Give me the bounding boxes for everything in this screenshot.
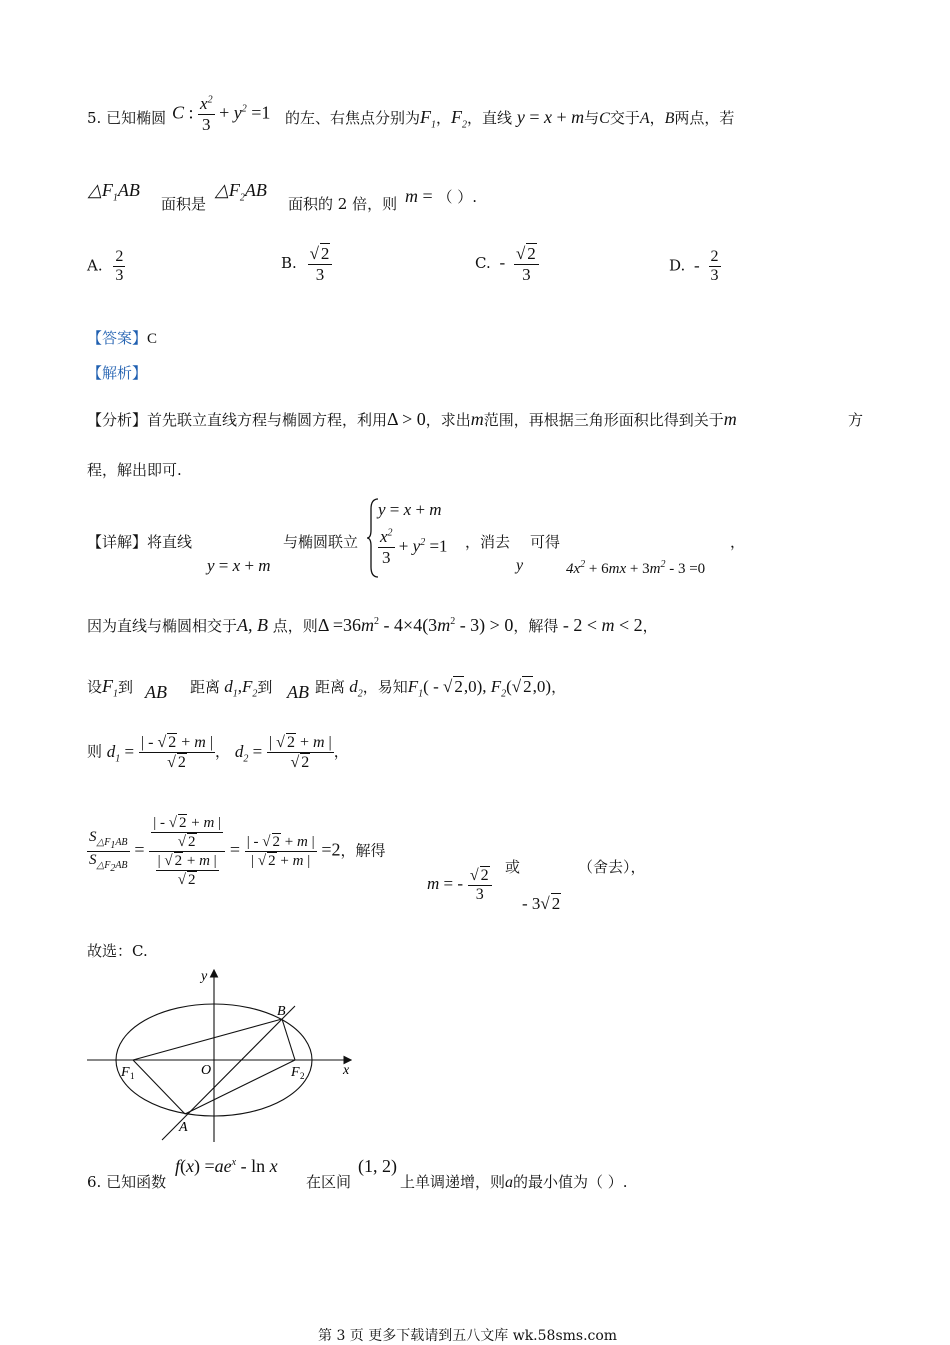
q6-interval: (1, 2) [358,1156,397,1176]
q6-line: 6. 已知函数 [87,1173,167,1191]
solution-m: m = - $\frac{√ 2}{3}$ [427,866,492,904]
line-e-rejected: （舍去）， [578,858,646,876]
system-eq2: $\frac{x^2}{3}$ + $y^2 =1$ [380,527,448,567]
q6-rest: 上单调递增，则a的最小值为（ ）. [400,1173,628,1191]
label-x: x [343,1063,350,1078]
line-b: 因为直线与椭圆相交于A, B 点，则$\Delta =36m^2 - 4\times 4(3m^2 - 3) > 0$，解得 - 2 < m < 2， [87,615,658,635]
conclusion: 故选：C. [87,942,148,960]
line-c-a: 设$F_1$到 [87,676,134,700]
rejected-root: - 3√ 2 [522,894,561,913]
page-footer: 第 3 页 更多下载请到五八文库 wk.58sms.com [318,1328,618,1344]
label-f1: F [121,1065,130,1080]
line-e-or: 或 [505,858,521,876]
q6-function: $f(x) =ae^x - \ln x$ [175,1156,278,1176]
line-c-ab2: AB [287,682,309,702]
q5-line2-b: 面积是 [161,195,207,213]
segment-f1b [133,1019,282,1060]
detail-line-eq: y = x + m [207,556,271,575]
fenxi-line1-end: 方 [848,411,864,429]
label-o: O [201,1063,212,1078]
option-c[interactable]: C. - $\frac{√ 2}{3}$ [475,243,539,285]
line-c-ab1: AB [145,682,167,702]
detail-t5: ， [730,533,746,551]
label-f1-sub: 1 [130,1071,135,1081]
label-y: y [201,969,208,984]
answer-label: 【答案】 [87,329,148,347]
q5-prefix: 5. 已知椭圆 [87,109,167,127]
q5-line1 [87,107,166,128]
detail-t3: ，消去 [465,533,511,551]
fenxi-line2: 程，解出即可. [87,461,182,479]
line-c-c: 距离 $d_2$，易知$F_1$( - √ 2,0), $F_2(√$ 2,0)， [315,677,567,700]
segment-f2b [282,1019,295,1060]
q5-line2-d: 面积的 2 倍，则 [288,195,398,213]
triangle-f1ab: $\triangle F_1AB$ [88,180,140,204]
quadratic-eq: $4x^2 + 6mx + 3m^2 - 3 =0$ [566,559,706,577]
detail-var-y: y [516,557,524,574]
line-c-b: 距离 $d_1,F_2$到 [190,677,273,700]
q5-line2-e: m = （ ）. [405,186,477,206]
label-f2: F [291,1065,300,1080]
label-f2-sub: 2 [300,1071,305,1081]
q6-t1: 在区间 [306,1173,352,1191]
area-ratio: $\frac{S_{\triangle F_1AB}}{S_{\triangle F_2AB}}$ = $\frac{\frac{| - √ 2 + m |}{√ 2}}{\frac{| √ 2 + m |}{√ 2}}$ = $\frac{| - √ 2 + m |}{| √ 2 + m |}$ =2，解得 [89,815,386,888]
triangle-f2ab: $\triangle F_2AB$ [215,180,267,204]
system-eq1: y = x + m [378,500,442,519]
option-b[interactable]: B. $\frac{√ 2}{3}$ [281,243,332,285]
q5-line2 [88,180,140,204]
analysis-label: 【解析】 [87,364,148,382]
label-a: A [179,1120,188,1135]
q5-line1-rest: 的左、右焦点分别为$F_1$，$F_2$，直线 y = x + m与C交于A，B两点，若 [285,107,735,131]
q5-line2-c [215,180,267,204]
option-a[interactable]: A. $\frac{2}{3}$ [87,248,124,284]
label-b: B [277,1004,286,1019]
answer-line [87,327,157,348]
option-d[interactable]: D. - $\frac{2}{3}$ [669,248,719,284]
line-d: 则 $d_1$ = $\frac{| - √ 2 + m |}{√ 2}$ ， $d_2$ = $\frac{| √ 2 + m |}{√ 2}$ ， [87,734,349,771]
answer-value: C [147,331,158,347]
ellipse-equation: C : $\frac{x^2}{3}$ + $y^2 =1$ [172,94,271,134]
fenxi-line1: 【分析】首先联立直线方程与椭圆方程，利用Δ > 0，求出m范围，再根据三角形面积比得到关于m [87,409,737,429]
detail-t2: 与椭圆联立 [283,533,359,551]
detail-t4: 可得 [530,533,561,551]
ellipse-figure [85,966,360,1146]
detail-line-a: 【详解】将直线 [87,533,193,551]
